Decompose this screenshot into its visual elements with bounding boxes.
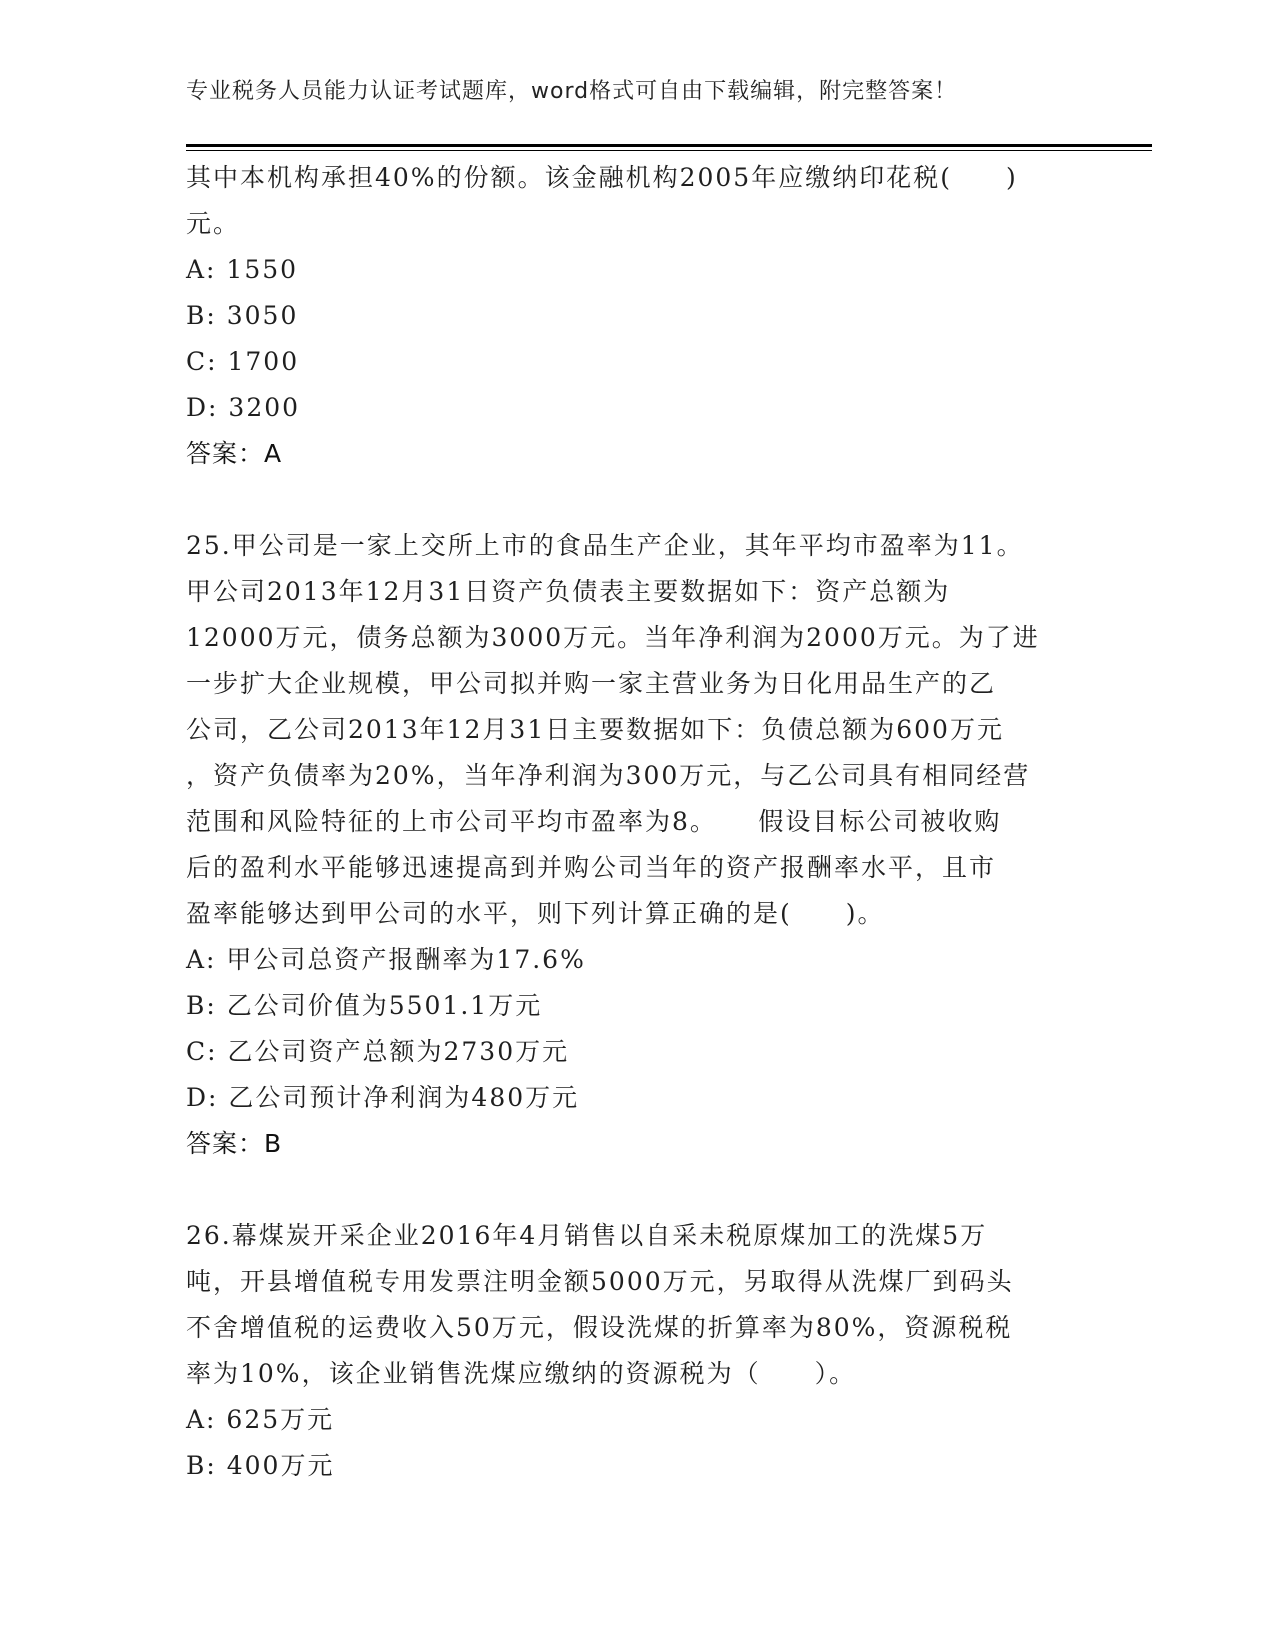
header-rule-thin xyxy=(186,150,1152,151)
option-b: B: 乙公司价值为5501.1万元 xyxy=(186,991,543,1020)
question-stem-line: ，资产负债率为20%，当年净利润为300万元，与乙公司具有相同经营 xyxy=(186,761,1031,790)
document-body xyxy=(186,155,1086,1489)
question-stem-line: 其中本机构承担40%的份额。该金融机构2005年应缴纳印花税( ) xyxy=(186,163,1018,192)
question-stem-line: 元。 xyxy=(186,209,241,238)
option-c: C: 1700 xyxy=(186,347,300,376)
spacer xyxy=(186,477,1086,523)
question-stem-line: 一步扩大企业规模，甲公司拟并购一家主营业务为日化用品生产的乙 xyxy=(186,669,997,698)
option-c: C: 乙公司资产总额为2730万元 xyxy=(186,1037,570,1066)
option-a: A: 1550 xyxy=(186,255,299,284)
spacer xyxy=(186,1167,1086,1213)
answer-label: 答案：B xyxy=(186,1129,283,1158)
option-b: B: 400万元 xyxy=(186,1451,335,1480)
answer-label: 答案：A xyxy=(186,439,283,468)
option-d: D: 3200 xyxy=(186,393,301,422)
question-stem-line: 公司，乙公司2013年12月31日主要数据如下：负债总额为600万元 xyxy=(186,715,1004,744)
option-a: A: 甲公司总资产报酬率为17.6% xyxy=(186,945,586,974)
question-stem-line: 率为10%，该企业销售洗煤应缴纳的资源税为（ ）。 xyxy=(186,1359,857,1388)
question-stem-line: 不舍增值税的运费收入50万元，假设洗煤的折算率为80%，资源税税 xyxy=(186,1313,1013,1342)
question-stem-line: 吨，开县增值税专用发票注明金额5000万元，另取得从洗煤厂到码头 xyxy=(186,1267,1014,1296)
question-24 xyxy=(186,155,1086,477)
header-rule-thick xyxy=(186,144,1152,147)
question-stem-line: 12000万元，债务总额为3000万元。当年净利润为2000万元。为了进 xyxy=(186,623,1040,652)
option-b: B: 3050 xyxy=(186,301,299,330)
question-stem-line: 盈率能够达到甲公司的水平，则下列计算正确的是( )。 xyxy=(186,899,885,928)
option-d: D: 乙公司预计净利润为480万元 xyxy=(186,1083,580,1112)
question-stem-line: 甲公司2013年12月31日资产负债表主要数据如下：资产总额为 xyxy=(186,577,951,606)
question-stem-line: 25.甲公司是一家上交所上市的食品生产企业，其年平均市盈率为11。 xyxy=(186,531,1024,560)
question-25 xyxy=(186,523,1086,1167)
option-a: A: 625万元 xyxy=(186,1405,335,1434)
page-header: 专业税务人员能力认证考试题库，word格式可自由下载编辑，附完整答案！ xyxy=(186,79,958,104)
question-stem-line: 26.幕煤炭开采企业2016年4月销售以自采未税原煤加工的洗煤5万 xyxy=(186,1221,988,1250)
question-26 xyxy=(186,1213,1086,1489)
question-stem-line: 后的盈利水平能够迅速提高到并购公司当年的资产报酬率水平，且市 xyxy=(186,853,997,882)
question-stem-line: 范围和风险特征的上市公司平均市盈率为8。 假设目标公司被收购 xyxy=(186,807,1002,836)
